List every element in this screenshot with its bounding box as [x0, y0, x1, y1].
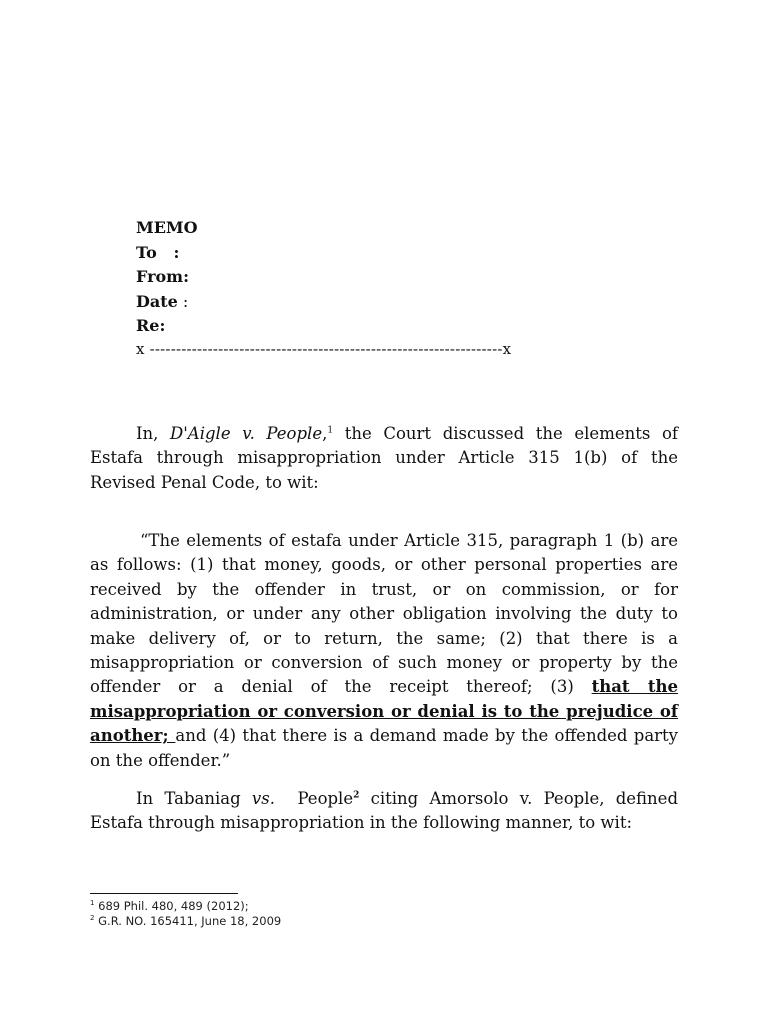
case-name-daigle: D'Aigle v. People — [170, 424, 323, 443]
footnote-ref-1: 1 — [327, 425, 334, 436]
p3-people: People — [274, 789, 354, 808]
p1-comma: , — [322, 424, 328, 443]
memo-header — [136, 216, 198, 339]
footnote-1-marker: 1 — [90, 899, 95, 908]
footnotes — [90, 899, 281, 929]
memo-to-colon: : — [156, 242, 180, 262]
memo-from-line — [136, 265, 198, 290]
footnote-2-marker: 2 — [90, 914, 95, 923]
quote-emphasis: that the misappropriation or conversion or denial is to the prejudice of another; — [90, 677, 678, 746]
memo-date-label: Date — [136, 291, 178, 311]
memo-re-line — [136, 314, 198, 339]
p3-lead: In Tabaniag — [136, 789, 252, 808]
memo-date-colon: : — [177, 291, 189, 311]
memo-from-label: From: — [136, 267, 190, 286]
paragraph-tabaniag — [90, 787, 678, 836]
memo-divider: x -------------------------------------------------------------------x — [136, 340, 512, 358]
footnote-1 — [90, 899, 281, 914]
footnote-separator — [90, 893, 238, 894]
quote-part2: and (4) that there is a demand made by the offended party on the offender.” — [90, 726, 679, 770]
p3-rest: citing Amorsolo v. People, defined Estafa through misappropriation in the following manner, to wit: — [90, 789, 679, 833]
quote-part1: “The elements of estafa under Article 315, paragraph 1 (b) are as follows: (1) that money, goods, or other personal properties are received by the offender in trust, or on commission, or for administration, or under any other obligation involving the duty to make delivery of, or to return, the same; (2) that there is a misappropriation or conversion of such money or property by the offender or a denial of the receipt thereof; (3) — [90, 531, 678, 697]
p1-rest: the Court discussed the elements of Estafa through misappropriation under Article 315 1(b) of the Revised Penal Code, to wit: — [90, 424, 679, 492]
p3-vs: vs. — [251, 789, 275, 808]
p1-lead: In, — [136, 424, 171, 443]
memo-re-label: Re: — [136, 316, 166, 335]
memo-to-label: To — [136, 242, 157, 262]
memo-to-line — [136, 241, 198, 266]
memo-title: MEMO — [136, 218, 198, 237]
memo-date-line — [136, 290, 198, 315]
paragraph-daigle — [90, 422, 678, 495]
footnote-2-text: G.R. NO. 165411, June 18, 2009 — [94, 914, 282, 928]
footnote-2 — [90, 914, 281, 929]
footnote-ref-2: 2 — [353, 790, 360, 801]
footnote-1-text: 689 Phil. 480, 489 (2012); — [94, 899, 249, 913]
block-quote-elements — [90, 529, 678, 773]
